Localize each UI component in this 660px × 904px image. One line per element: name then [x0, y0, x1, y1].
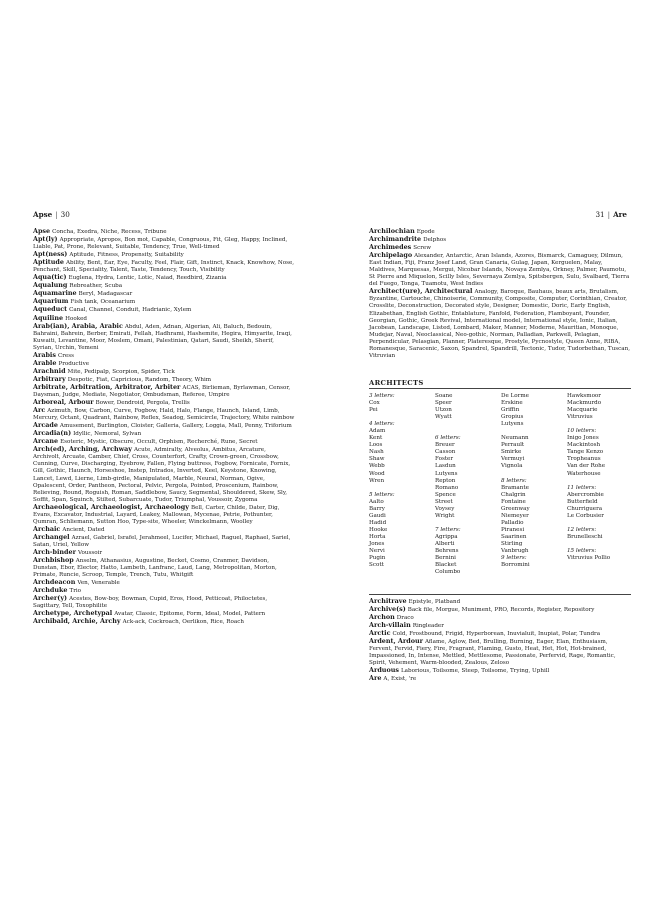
architect-name: Agrippa — [435, 533, 458, 540]
architect-name: Perrault — [501, 442, 525, 449]
architect-name — [501, 471, 567, 478]
entry-definition: Hooked — [65, 315, 87, 322]
architect-name: Loos — [369, 442, 383, 449]
dictionary-entry — [33, 323, 295, 352]
entry-headword: Archaic — [33, 524, 61, 533]
dictionary-entry — [33, 534, 295, 549]
dictionary-entry — [369, 606, 631, 614]
dictionary-entry — [33, 587, 295, 595]
architects-column — [567, 393, 633, 562]
entry-headword: Arch(ed), Arching, Archway — [33, 445, 132, 454]
entry-headword: Arbitrary — [33, 374, 66, 383]
right-page-column — [369, 228, 631, 360]
dictionary-entry — [33, 618, 295, 626]
architect-name: Brunelleschi — [567, 533, 603, 540]
entry-headword: Arcane — [33, 437, 59, 446]
architect-name: Vermuyi — [501, 456, 525, 463]
architect-name: Blacket — [435, 562, 457, 569]
entry-headword: Archimedes — [369, 243, 412, 252]
entry-headword: Apse — [33, 227, 51, 235]
entry-definition: Bell, Carter, Childe, Dater, Dig, Evans, Excavator, Industrial, Layard, Leakey, Mallowan, Mycenae, Petrie, Pothunter, Qumran, Schliemann, Sutton Hoo, Type-site, Wheeler, Winckelmann, Woolley — [33, 504, 280, 525]
architect-name: Street — [435, 498, 453, 505]
entry-definition: Delphos — [423, 237, 447, 244]
entry-definition: Appropriate, Apropos, Bon mot, Capable, Congruous, Fit, Gleg, Happy, Inclined, Liable, Pat, Prone, Relevant, Suitable, Tendency, True, Well-timed — [33, 237, 288, 251]
entry-headword: Archimandrite — [369, 235, 422, 244]
architect-name: Vignola — [501, 463, 523, 470]
architect-name: Bramante — [501, 484, 529, 491]
architect-name: Alberti — [435, 540, 455, 547]
architect-name: Vitruvius Pollio — [567, 555, 611, 562]
architect-name: Gaudi — [369, 512, 386, 519]
dictionary-entry — [369, 598, 631, 606]
architect-name: Columbo — [435, 569, 461, 576]
letter-count-label: 8 letters: — [501, 477, 527, 484]
architect-name — [369, 414, 435, 421]
left-running-head — [33, 210, 70, 219]
header-separator: | — [55, 210, 58, 219]
architect-name: Shaw — [369, 456, 385, 463]
entry-headword: Archilochian — [369, 227, 415, 235]
architect-name: Kent — [369, 435, 383, 442]
architects-heading: ARCHITECTS — [369, 379, 424, 387]
entry-headword: Apt(ly) — [33, 235, 58, 244]
architect-name: Piranesi — [501, 526, 525, 533]
right-page-number: 31 — [595, 210, 605, 219]
entry-definition: Fish tank, Oceanarium — [70, 299, 136, 306]
dictionary-entry — [33, 399, 295, 407]
architect-name — [435, 520, 501, 527]
entry-headword: Archive(s) — [369, 605, 406, 614]
entry-definition: Amusement, Burlington, Cloister, Galleria, Gallery, Loggia, Mall, Penny, Triforium — [59, 423, 292, 430]
architect-name: Hooke — [369, 526, 388, 533]
architect-name: Churriguera — [567, 505, 603, 512]
letter-count-label: 10 letters: — [567, 428, 597, 435]
entry-headword: Architect(ure), Architectural — [369, 287, 473, 296]
entry-definition: Epistyle, Platband — [408, 599, 461, 605]
architect-name: Wright — [435, 512, 455, 519]
right-page-lower-entries — [369, 598, 631, 684]
entry-headword: Arch-binder — [33, 547, 76, 556]
dictionary-entry — [33, 557, 295, 579]
architects-column — [435, 393, 501, 576]
architect-name: Griffin — [501, 407, 520, 414]
architects-top-rule — [369, 388, 631, 389]
entry-headword: Ardent, Ardour — [369, 637, 423, 646]
dictionary-entry — [33, 298, 295, 306]
right-guide-word: Are — [613, 210, 627, 219]
entry-headword: Architrave — [369, 597, 407, 605]
architect-name: Pugin — [369, 555, 386, 562]
entry-headword: Aqua(tic) — [33, 273, 67, 282]
letter-count-label: 5 letters: — [369, 491, 395, 498]
entry-definition: Despotic, Fiat, Capricious, Random, Theory, Whim — [67, 376, 212, 383]
dictionary-entry — [33, 595, 295, 610]
entry-headword: Arctic — [369, 629, 391, 638]
dictionary-entry — [369, 675, 631, 683]
dictionary-entry — [33, 430, 295, 438]
letter-count-label: 9 letters: — [501, 555, 527, 562]
entry-definition: A, Exist, 're — [383, 676, 417, 683]
architect-name: Vitruvius — [567, 414, 593, 421]
architect-name: Stirling — [501, 540, 523, 547]
entry-definition: Acestes, Bow-boy, Bowman, Cupid, Eros, Hood, Petticoat, Philoctetes, Sagittary, Tell, Toxophilite — [33, 596, 268, 610]
entry-headword: Arch-villain — [369, 621, 411, 630]
architect-name: Behrens — [435, 548, 459, 555]
architect-name: Abercrombie — [567, 491, 604, 498]
architect-name: Smirke — [501, 449, 522, 456]
entry-definition: Euglena, Hydra, Lentic, Lotic, Naiad, Reedbird, Zizania — [68, 275, 227, 282]
entry-headword: Archibald, Archie, Archy — [33, 617, 121, 626]
entry-headword: Archangel — [33, 532, 70, 541]
entry-definition: Screw — [413, 245, 432, 252]
architect-name — [567, 478, 633, 485]
architect-name: Erskine — [501, 400, 523, 407]
architect-name: Chalgrin — [501, 491, 526, 498]
entry-headword: Archon — [369, 613, 395, 622]
dictionary-entry — [33, 228, 295, 236]
architect-name: Hawksmoor — [567, 393, 601, 399]
architect-name: Niemeyer — [501, 512, 529, 519]
left-guide-word: Apse — [33, 210, 53, 219]
architect-name: Bernini — [435, 555, 456, 562]
architect-name — [567, 520, 633, 527]
architect-name: Adam — [369, 428, 386, 435]
architect-name: Voysey — [435, 505, 455, 512]
entry-headword: Arable — [33, 358, 57, 367]
architect-name — [369, 485, 435, 492]
entry-headword: Arabis — [33, 350, 56, 359]
letter-count-label: 6 letters: — [435, 435, 461, 442]
architect-name: Horta — [369, 533, 386, 540]
architect-name: Mackintosh — [567, 442, 601, 449]
entry-definition: Bower, Dendroid, Pergola, Trellis — [95, 400, 190, 407]
entry-definition: Idyllic, Nemoral, Sylvan — [73, 431, 142, 438]
architect-name: Repton — [435, 477, 456, 484]
architect-name — [435, 421, 501, 428]
entry-headword: Archipelago — [369, 251, 413, 260]
dictionary-entry — [33, 504, 295, 526]
entry-definition: Cress — [57, 352, 74, 359]
architect-name: Van der Rohe — [567, 463, 606, 470]
entry-definition: Ancient, Dated — [62, 526, 105, 533]
architect-name: Jones — [369, 540, 385, 547]
architect-name: Hadid — [369, 519, 387, 526]
dictionary-entry — [33, 368, 295, 376]
entry-headword: Arcade — [33, 421, 58, 430]
architect-name: Breuer — [435, 442, 455, 449]
entry-definition: Ability, Bent, Ear, Eye, Faculty, Feel, Flair, Gift, Instinct, Knack, Knowhow, Nose, Penchant, Skill, Speciality, Talent, Taste, Tendency, Touch, Visibility — [33, 260, 295, 274]
entry-definition: Concha, Exedra, Niche, Recess, Tribune — [52, 229, 167, 235]
architect-name: De Lorme — [501, 393, 529, 399]
entry-definition: Alexander, Antarctic, Aran Islands, Azores, Bismarck, Camaguey, Dilmun, East Indian, Fiji, Franz Josef Land, Gran Canaria, Gulag, Japan, Kerguelen, Malay, Maldives, Marquesas, Mergui, Nicobar Islands, Novaya Zemlya, Orkney, Palmer, Paumotu, St Pierre and Miquelon, Scilly Isles, Severnaya Zemlya, Spitsbergen, Sulu, Svalbard, Tierra del Fuego, Tonga, Tuamotu, West Indies — [369, 253, 630, 288]
dictionary-entry — [33, 422, 295, 430]
architect-name: Waterhouse — [567, 470, 601, 477]
letter-count-label: 12 letters: — [567, 526, 597, 533]
architect-name: Saarinen — [501, 533, 527, 540]
entry-definition: Canal, Channel, Conduit, Hadrianic, Xylem — [69, 307, 192, 314]
architect-name: Romano — [435, 484, 459, 491]
architects-column — [369, 393, 435, 569]
dictionary-entry — [33, 526, 295, 534]
entry-definition: Abdul, Aden, Adnan, Algerian, Ali, Baluch, Bedouin, Bahraini, Bahrein, Berber, Emirati, Fellah, Hadhrami, Hashemite, Hegira, Himyarite, Iraqi, Kuwaiti, Levantine, Moor, Moslem, Omani, Palestinian, Qatari, Saudi, Sheikh, Sherif, Syrian, Urchin, Yemeni — [33, 323, 292, 351]
dictionary-entry — [33, 236, 295, 251]
entry-definition: Analogy, Baroque, Bauhaus, beaux arts, Brutalism, Byzantine, Cartouche, Chinoiserie, Community, Composite, Computer, Corinthian, Creator, Crosslite, Deconstruction, Decorated style, Designer, Domestic, Doric, Early English, Elizabethan, English Gothic, Entablature, Fanfold, Federation, Flamboyant, Founder, Georgian, Gothic, Greek Revival, International model, International style, Ionic, Italian, Jacobean, Landscape, Listed, Lombard, Maker, Manner, Moderne, Mauritian, Monoque, Mudejar, Naval, Neoclassical, Neo-gothic, Norman, Palladian, Parkwell, Pelagian, Perpendicular, Pelasgian, Planner, Plateresque, Prostyle, Pycnostyle, Queen Anne, RIBA, Romanesque, Saracenic, Saxon, Spandrel, Spandrill, Tectonic, Tudor, Tudorbethan, Tuscan, Vitruvian — [369, 289, 630, 359]
entry-headword: Archetype, Archetypal — [33, 609, 113, 618]
architect-name: Palladio — [501, 519, 524, 526]
architect-name: Lutyens — [501, 421, 524, 428]
architect-name: Cox — [369, 400, 380, 407]
architect-name: Fontaine — [501, 498, 526, 505]
letter-count-label: 15 letters: — [567, 548, 597, 555]
architect-name: Barry — [369, 505, 385, 512]
entry-headword: Aqualung — [33, 281, 68, 290]
architect-name: Tropheanus — [567, 456, 601, 463]
dictionary-entry — [33, 259, 295, 274]
entry-definition: Laborious, Toilsome, Steep, Toilsome, Trying, Uphill — [400, 668, 550, 675]
architect-name: Inigo Jones — [567, 435, 599, 442]
dictionary-entry — [33, 274, 295, 282]
architect-name — [567, 421, 633, 428]
entry-headword: Archbishop — [33, 556, 74, 565]
entry-definition: Back file, Morgue, Muniment, PRO, Records, Register, Repository — [407, 607, 595, 614]
entry-headword: Arbitrate, Arbitration, Arbitrator, Arbiter — [33, 382, 181, 391]
architect-name: Borromini — [501, 562, 530, 569]
entry-definition: Beryl, Madagascar — [78, 291, 133, 298]
architect-name: Spence — [435, 491, 456, 498]
architect-name: Wyatt — [435, 414, 452, 421]
entry-headword: Arduous — [369, 666, 399, 675]
entry-headword: Aptitude — [33, 258, 64, 267]
dictionary-entry — [33, 579, 295, 587]
dictionary-entry — [369, 622, 631, 630]
letter-count-label: 3 letters: — [369, 393, 395, 399]
entry-headword: Aquiline — [33, 313, 64, 322]
dictionary-entry — [33, 290, 295, 298]
architect-name: Tange Kenzo — [567, 449, 604, 456]
architect-name — [567, 541, 633, 548]
entry-definition: Esoteric, Mystic, Obscure, Occult, Orphism, Recherché, Rune, Secret — [60, 439, 258, 446]
entry-definition: Anselm, Athanasius, Augustine, Becket, Cosmo, Cranmer, Davidson, Dunstan, Ebor, Elector, Hatto, Lambeth, Lanfranc, Laud, Lang, Metropolitan, Morton, Primate, Runcie, Scroop, Temple, Trench, Tutu, Whitgift — [33, 558, 277, 579]
architect-name: Gropius — [501, 414, 524, 421]
architect-name: Mackmurdo — [567, 400, 602, 407]
entry-headword: Archduke — [33, 586, 68, 595]
entry-definition: Ven, Venerable — [77, 580, 120, 587]
entry-definition: Aptitude, Fitness, Propensity, Suitability — [69, 252, 184, 259]
entry-headword: Arboreal, Arbour — [33, 398, 94, 407]
entry-definition: Azrael, Gabriel, Israfel, Jerahmeel, Lucifer, Michael, Raguel, Raphael, Sariel, Satan, Uriel, Yellow — [33, 534, 291, 548]
entry-definition: Azimuth, Bow, Carbon, Curve, Fogbow, Hald, Halo, Flange, Haunch, Island, Limb, Mercury, Octant, Quadrant, Rainbow, Reflex, Seadog, Semicircle, Trajectory, White rainbow — [33, 408, 295, 422]
dictionary-entry — [33, 446, 295, 503]
entry-definition: Acute, Admiralty, Alveolus, Ambitus, Arcature, Archivolt, Arcuate, Camber, Chief, Cross, Counterfort, Crafty, Crown-green, Crossbow, Cunning, Curve, Discharging, Eyebrow, Fallen, Flying buttress, Fogbow, Fornicate, Fornix, Gill, Gothic, Haunch, Horseshoe, Instep, Intrados, Inverted, Keel, Keystone, Knowing, Lancet, Lewd, Lierne, Limb-girdle, Manipulated, Marble, Neural, Norman, Ogive, Opalescent, Order, Pantheon, Pectoral, Pelvic, Pergola, Pointed, Proscenium, Rainbow, Relieving, Round, Roguish, Roman, Saddlebow, Saucy, Segmental, Shouldered, Skew, Sly, Soffit, Span, Squinch, Stilted, Subarcuate, Tudor, Triumphal, Voussoir, Zygoma — [33, 447, 291, 503]
entry-definition: Mite, Pedipalp, Scorpion, Spider, Tick — [67, 368, 175, 375]
architect-name: Utzon — [435, 407, 452, 414]
entry-headword: Arachnid — [33, 366, 66, 375]
architect-name — [501, 428, 567, 435]
dictionary-entry — [33, 384, 295, 399]
letter-count-label: 11 letters: — [567, 484, 597, 491]
dictionary-entry — [369, 667, 631, 675]
dictionary-entry — [33, 306, 295, 314]
architect-name: Webb — [369, 463, 385, 470]
architect-name: Speer — [435, 400, 452, 407]
entry-headword: Aquamarine — [33, 289, 77, 298]
architect-name: Neumann — [501, 435, 529, 442]
architects-bottom-rule — [369, 594, 631, 595]
entry-headword: Archdeacon — [33, 578, 76, 587]
entry-headword: Aquarium — [33, 297, 69, 306]
entry-definition: Cold, Frostbound, Frigid, Hyperborean, Inuvialuit, Inupiat, Polar, Tundra — [392, 631, 601, 638]
entry-definition: Ack-ack, Cockroach, Oerlikon, Rice, Roach — [122, 619, 244, 626]
dictionary-entry — [369, 252, 631, 288]
architect-name — [435, 428, 501, 435]
dictionary-entry — [33, 352, 295, 360]
architect-name: Macquarie — [567, 407, 598, 414]
left-page-column — [33, 228, 295, 626]
entry-definition: Productive — [58, 360, 90, 367]
entry-definition: Epode — [416, 229, 435, 235]
entry-definition: Avatar, Classic, Epitome, Form, Ideal, Model, Pattern — [114, 611, 266, 618]
architect-name: Soane — [435, 393, 453, 399]
entry-definition: Aflame, Aglow, Bed, Brulling, Burning, Eager, Elan, Enthusiasm, Fervent, Fervid, Fiery, Fire, Fragrant, Flaming, Gusto, Heat, Het, Hot, Hot-brained, Impassioned, In, Intense, Mettled, Mettlesome, Passionate, Perfervid, Rage, Romantic, Spirit, Vehement, Warm-blooded, Zealous, Zeloso — [369, 639, 616, 667]
entry-definition: ACAS, Birlieman, Byrlawman, Censor, Daysman, Judge, Mediate, Negotiator, Ombudsman, Referee, Umpire — [33, 384, 291, 398]
architects-column — [501, 393, 567, 569]
architect-name: Aalto — [369, 498, 384, 505]
entry-definition: Ringleader — [412, 623, 444, 630]
entry-definition: Rebreather, Scuba — [69, 283, 123, 290]
architect-name: Lasdun — [435, 463, 456, 470]
header-separator: | — [607, 210, 611, 219]
entry-headword: Aqueduct — [33, 305, 68, 314]
architect-name: Butterfield — [567, 498, 598, 505]
architect-name: Lutyens — [435, 470, 458, 477]
architect-name: Le Corbusier — [567, 512, 604, 519]
entry-headword: Arcadia(n) — [33, 429, 72, 438]
right-running-head — [595, 210, 627, 219]
dictionary-entry — [33, 407, 295, 422]
architect-name: Wood — [369, 470, 385, 477]
architect-name: Scott — [369, 562, 384, 569]
entry-definition: Trio — [69, 588, 82, 595]
entry-headword: Arc — [33, 406, 46, 415]
dictionary-entry — [369, 638, 631, 667]
dictionary-entry — [369, 288, 631, 359]
entry-headword: Are — [369, 674, 382, 683]
architect-name: Vanbrugh — [501, 548, 529, 555]
architect-name: Greenway — [501, 505, 530, 512]
architect-name: Nervi — [369, 548, 385, 555]
entry-headword: Arab(ian), Arabia, Arabic — [33, 321, 123, 330]
left-page-number: 30 — [60, 210, 70, 219]
letter-count-label: 4 letters: — [369, 421, 395, 428]
dictionary-entry — [33, 251, 295, 259]
architect-name: Wren — [369, 477, 385, 484]
entry-definition: Voussoir — [77, 549, 103, 556]
architect-name: Nash — [369, 449, 384, 456]
architect-name: Casson — [435, 449, 456, 456]
entry-headword: Apt(ness) — [33, 250, 68, 259]
entry-headword: Archaeological, Archaeologist, Archaeology — [33, 502, 189, 511]
entry-definition: Draco — [396, 615, 414, 622]
architect-name: Foster — [435, 456, 454, 463]
architect-name: Pei — [369, 407, 378, 414]
dictionary-entry — [33, 360, 295, 368]
entry-headword: Archer(y) — [33, 594, 68, 603]
letter-count-label: 7 letters: — [435, 526, 461, 533]
